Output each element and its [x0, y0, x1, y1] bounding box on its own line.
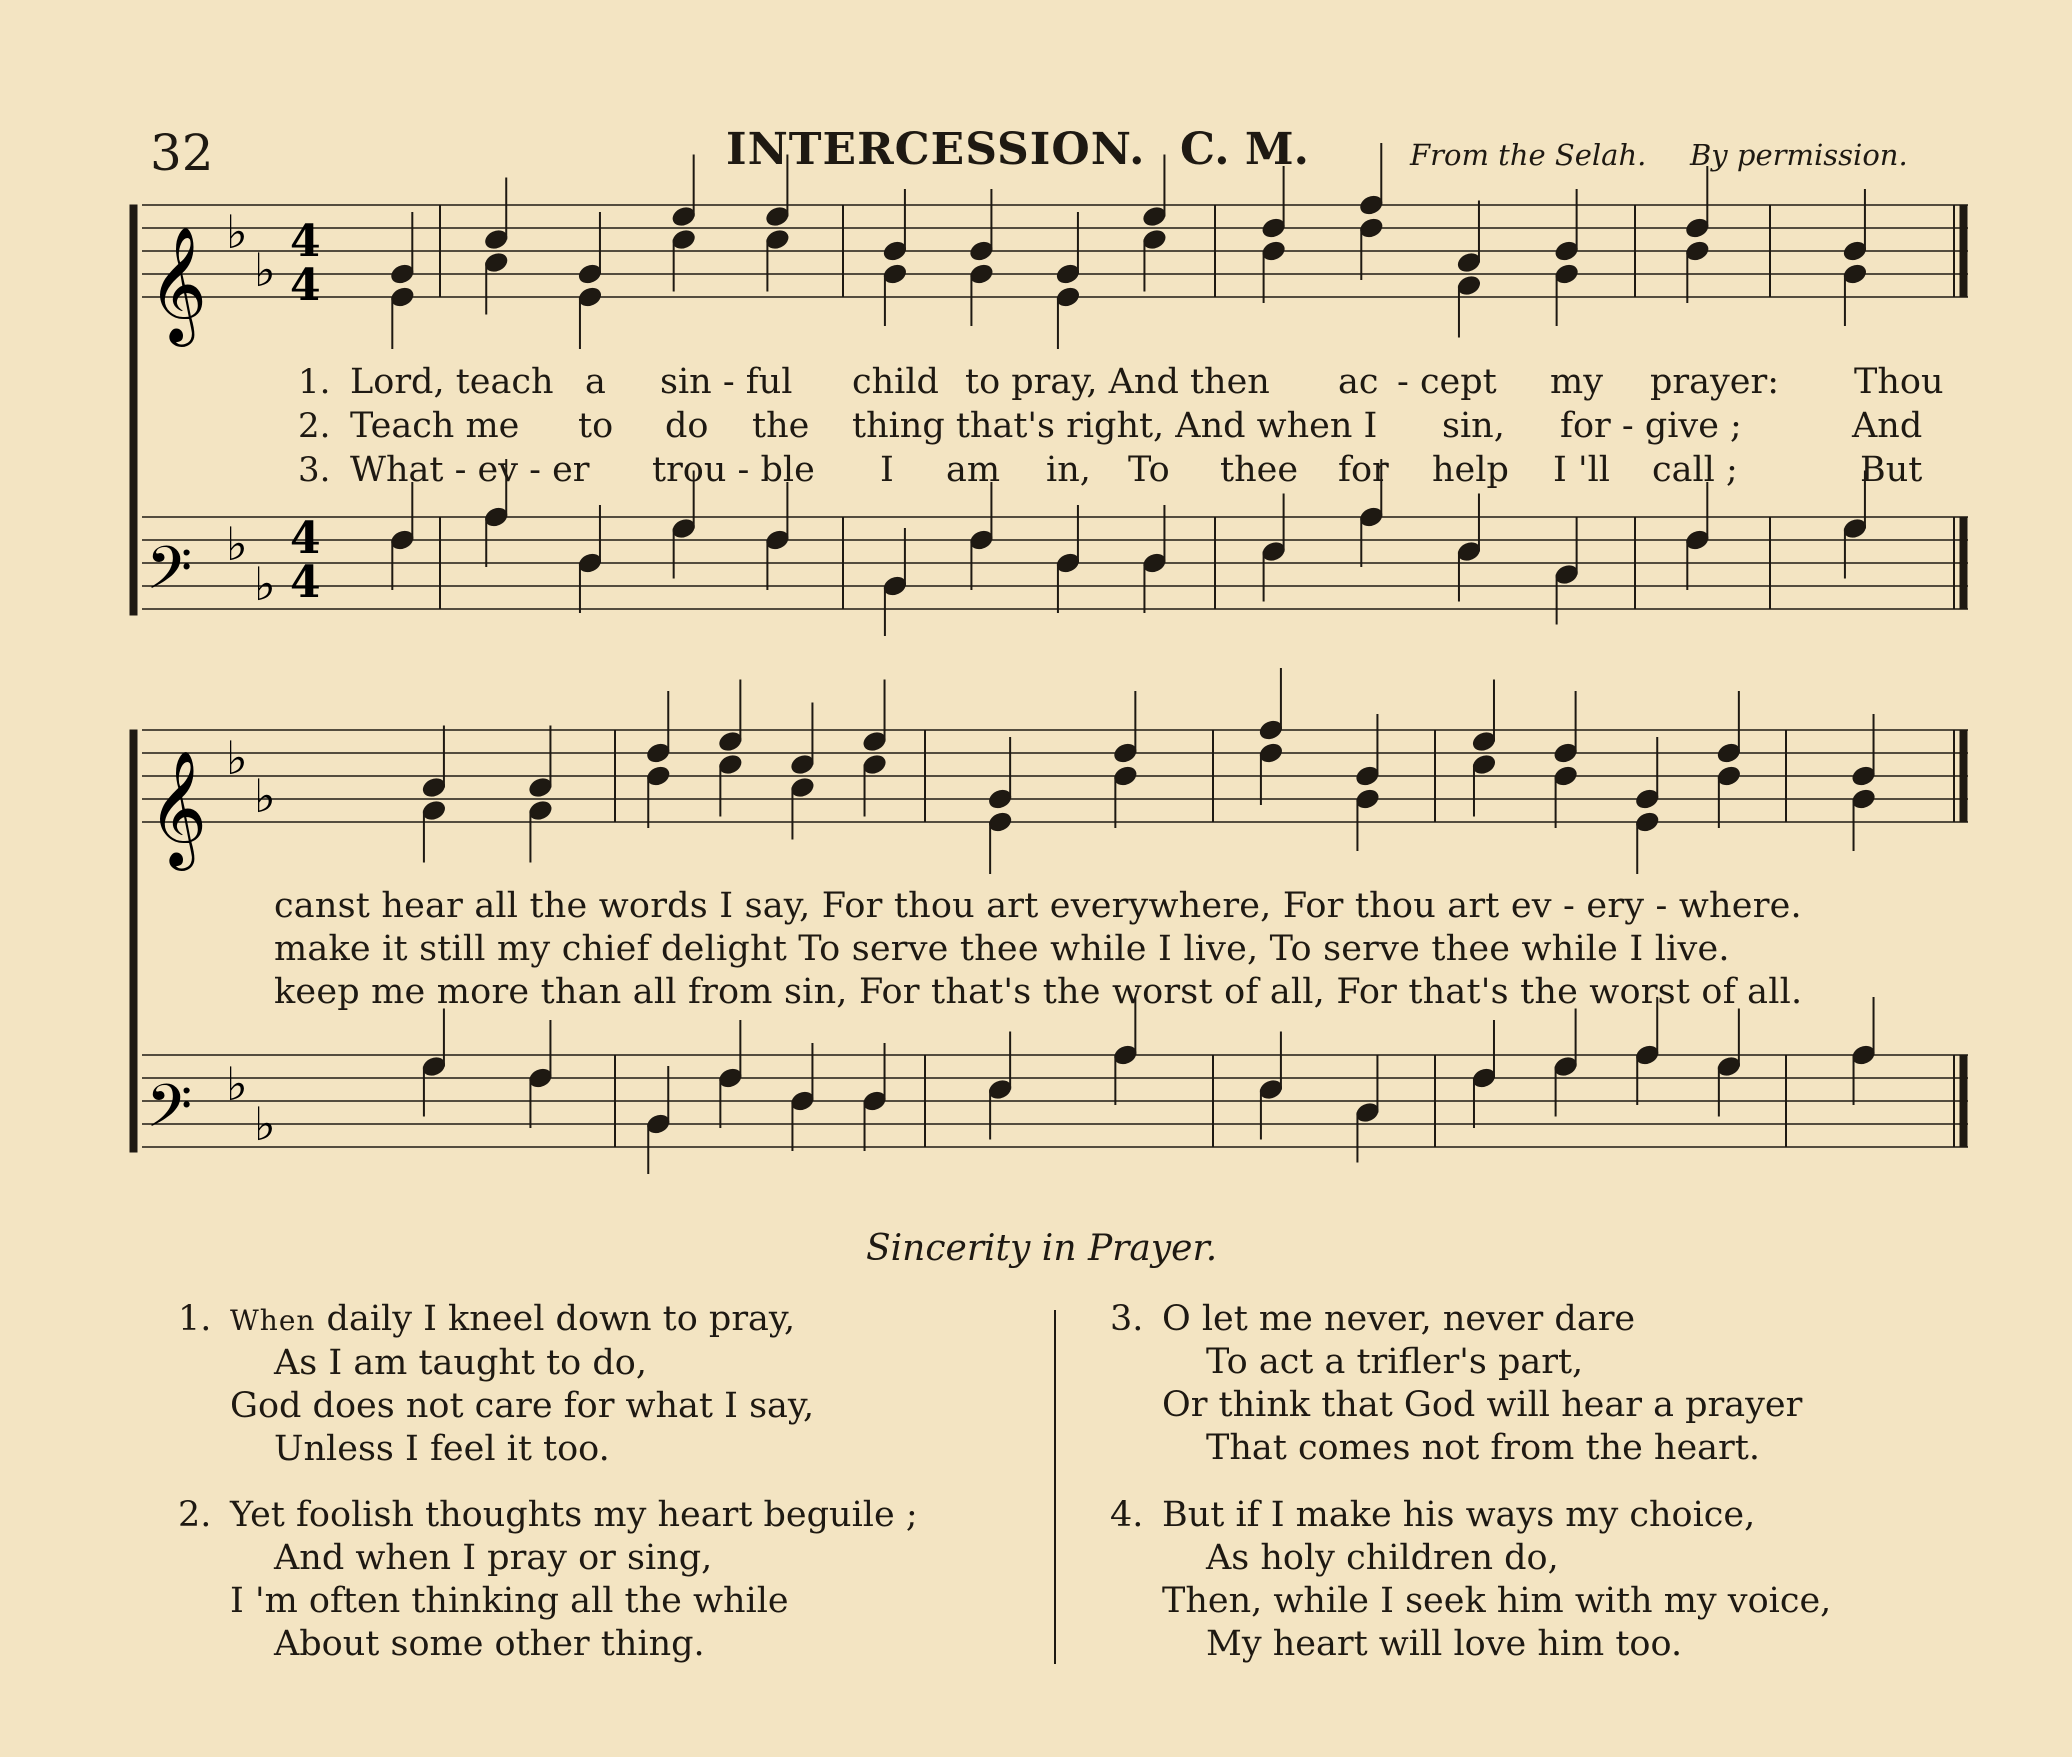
lyric-word: for: [1338, 450, 1389, 490]
stanza-first-word: When: [230, 1304, 316, 1337]
permission-note: By permission.: [1690, 138, 1908, 172]
stanza-2: [178, 1494, 918, 1666]
stanza-line: As holy children do,: [1206, 1538, 1559, 1578]
verse-number-1: 1.: [298, 362, 331, 402]
key-flat-2b: ♭: [254, 557, 276, 611]
lyric-word: a: [585, 362, 606, 402]
end-bar-line: [1960, 205, 1967, 297]
lyric-word: sin - ful: [660, 362, 793, 402]
poem-title: Sincerity in Prayer.: [866, 1228, 1218, 1269]
stanza-line: As I am taught to do,: [274, 1343, 647, 1383]
lyric-word: thing that's right, And when I: [852, 406, 1378, 446]
lyric-word: - cept: [1397, 362, 1497, 402]
lyric-word: Thou: [1854, 362, 1944, 402]
lyric-word: in,: [1046, 450, 1091, 490]
stanza-3: [1110, 1298, 1803, 1470]
lyric-word: What - ev - er: [350, 450, 590, 490]
treble-clef-2: 𝄞: [148, 749, 208, 866]
time-sig-top-bass: 4: [290, 513, 321, 564]
lyric-word: trou - ble: [652, 450, 815, 490]
key-flat-4b: ♭: [254, 1097, 276, 1151]
page-number: 32: [150, 124, 214, 182]
bass-clef-1: 𝄢: [146, 533, 193, 617]
stanza-line: daily I kneel down to pray,: [315, 1299, 796, 1339]
lyric-word: am: [946, 450, 1001, 490]
end-bar-line: [1960, 517, 1967, 609]
end-bar-line: [1960, 1055, 1967, 1147]
stanza-number: 4.: [1110, 1495, 1144, 1535]
key-flat-2a: ♭: [226, 517, 248, 571]
verse-number-3: 3.: [298, 450, 331, 490]
key-flat-3a: ♭: [226, 731, 248, 785]
lyric-word: I: [880, 450, 894, 490]
hymn-title: INTERCESSION.: [726, 124, 1146, 175]
lyric-word: help: [1432, 450, 1509, 490]
bass-clef-2: 𝄢: [146, 1071, 193, 1155]
lyric-word: for - give ;: [1560, 406, 1742, 446]
stanza-line: But if I make his ways my choice,: [1162, 1495, 1756, 1535]
lyric-word: prayer:: [1650, 362, 1780, 402]
column-divider: [1054, 1310, 1056, 1664]
stanza-line: My heart will love him too.: [1206, 1624, 1683, 1664]
stanza-1: [178, 1298, 815, 1471]
lyric-word: But: [1860, 450, 1923, 490]
key-flat-1b: ♭: [254, 243, 276, 297]
hymn-meter: C. M.: [1180, 124, 1309, 175]
lyric-word: my: [1550, 362, 1603, 402]
lyric-word: Teach me: [350, 406, 520, 446]
stanza-line: That comes not from the heart.: [1206, 1428, 1760, 1468]
stanza-line: To act a trifler's part,: [1206, 1342, 1584, 1382]
lyric-word: to: [578, 406, 614, 446]
stanza-line: Unless I feel it too.: [274, 1429, 610, 1469]
key-flat-3b: ♭: [254, 769, 276, 823]
treble-clef-1: 𝄞: [148, 225, 208, 342]
stanza-line: Or think that God will hear a prayer: [1162, 1385, 1803, 1425]
lyric-word: to pray, And then: [965, 362, 1270, 402]
key-flat-1a: ♭: [226, 205, 248, 259]
lyric-word: thee: [1220, 450, 1299, 490]
time-sig-bottom-bass: 4: [290, 557, 321, 608]
lyric-line-6: keep me more than all from sin, For that's the worst of all, For that's the worst of all.: [274, 972, 1803, 1012]
stanza-line: I 'm often thinking all the while: [230, 1581, 789, 1621]
stanza-line: And when I pray or sing,: [274, 1538, 713, 1578]
lyric-word: ac: [1338, 362, 1379, 402]
lyric-word: I 'll: [1553, 450, 1610, 490]
lyric-line-5: make it still my chief delight To serve thee while I live, To serve thee while I live.: [274, 929, 1730, 969]
lyric-line-4: canst hear all the words I say, For thou art everywhere, For thou art ev - ery - where.: [274, 886, 1802, 926]
stanza-4: [1110, 1494, 1832, 1666]
stanza-number: 3.: [1110, 1299, 1144, 1339]
system-bar-left: [130, 730, 137, 1152]
key-flat-4a: ♭: [226, 1057, 248, 1111]
lyric-word: the: [752, 406, 810, 446]
lyric-word: call ;: [1652, 450, 1738, 490]
stanza-number: 2.: [178, 1495, 212, 1535]
system-bar-left: [130, 205, 137, 615]
stanza-line: O let me never, never dare: [1162, 1299, 1636, 1339]
stanza-line: About some other thing.: [274, 1624, 705, 1664]
stanza-line: God does not care for what I say,: [230, 1386, 815, 1426]
time-sig-top-treble: 4: [290, 216, 321, 267]
stanza-line: Then, while I seek him with my voice,: [1162, 1581, 1832, 1621]
lyric-word: And: [1852, 406, 1923, 446]
time-sig-bottom-treble: 4: [290, 260, 321, 311]
hymn-source: From the Selah.: [1410, 138, 1647, 172]
lyric-word: Lord, teach: [350, 362, 554, 402]
stanza-number: 1.: [178, 1299, 212, 1339]
lyric-word: child: [852, 362, 939, 402]
lyric-word: sin,: [1442, 406, 1505, 446]
stanza-line: Yet foolish thoughts my heart beguile ;: [230, 1495, 918, 1535]
lyric-word: do: [665, 406, 709, 446]
verse-number-2: 2.: [298, 406, 331, 446]
lyric-word: To: [1128, 450, 1170, 490]
end-bar-line: [1960, 730, 1967, 822]
